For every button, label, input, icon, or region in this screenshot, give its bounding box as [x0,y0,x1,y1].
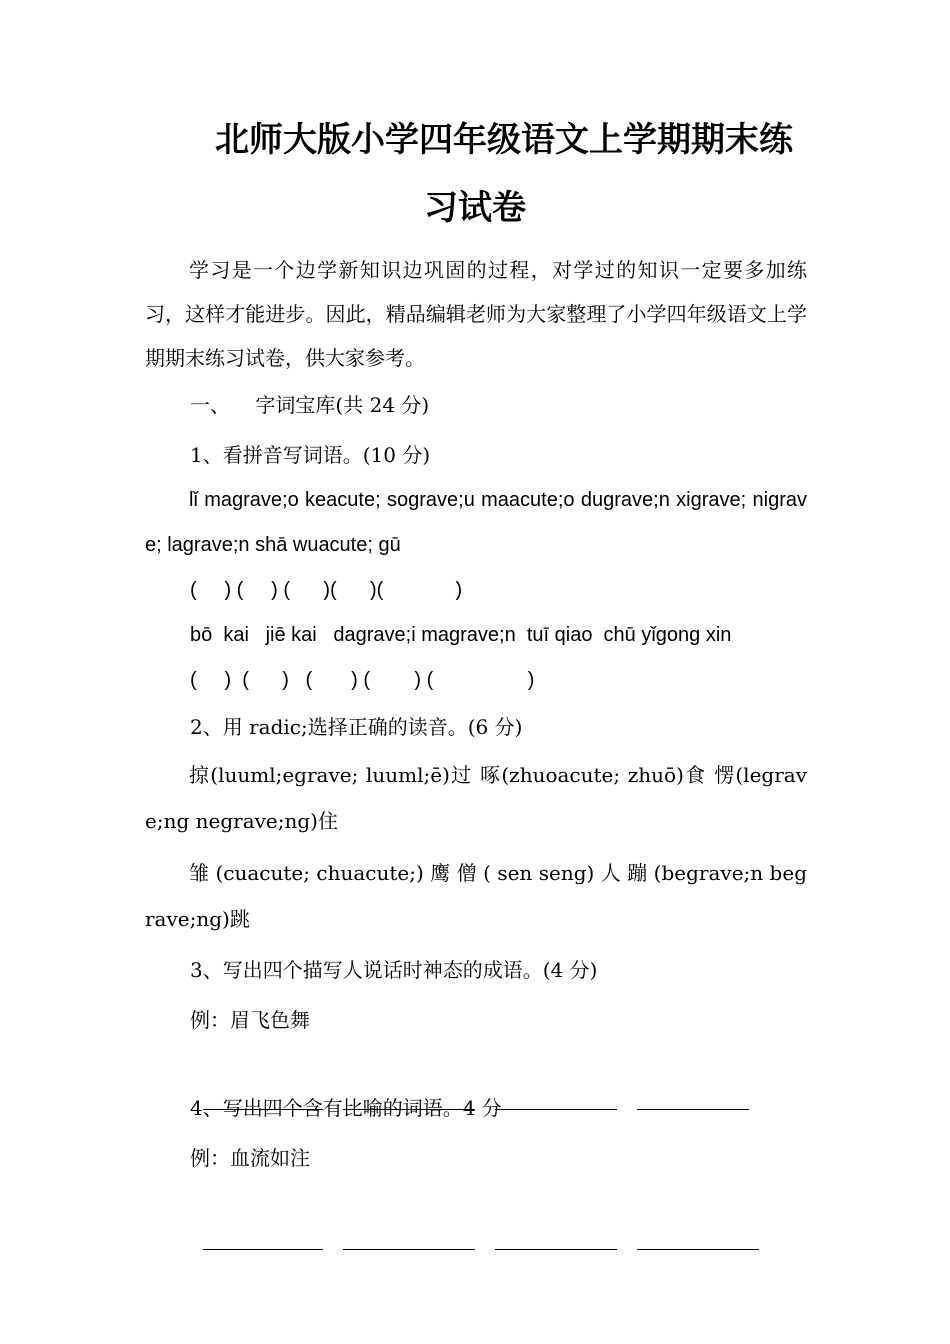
answer-blank[interactable] [637,1229,759,1250]
q2-row2: 雏 (cuacute; chuacute;) 鹰 僧 ( sen seng) 人 蹦 (begrave;n begrave;ng)跳 [145,861,807,931]
answer-blank[interactable] [495,1089,617,1110]
q1-blanks-row1: ( ) ( ) ( )( )( ) [190,579,463,601]
answer-blank[interactable] [637,1089,749,1110]
q1-blanks-row2: ( ) ( ) ( ) ( ) ( ) [190,669,535,691]
section1-heading: 一、 字词宝库(共 24 分) [190,393,430,417]
q3-heading: 3、写出四个描写人说话时神态的成语。(4 分) [190,958,598,982]
q1-pinyin-row1: lǐ magrave;o keacute; sograve;u maacute;o dugrave;n xigrave; nigrave; lagrave;n shā wuacute; gū [145,489,807,556]
q4-answer-blanks[interactable] [190,1190,779,1250]
intro-paragraph: 学习是一个边学新知识边巩固的过程，对学过的知识一定要多加练习，这样才能进步。因此，精品编辑老师为大家整理了小学四年级语文上学期期末练习试卷，供大家参考。 [145,258,807,370]
page-title-line1: 北师大版小学四年级语文上学期期末练 [215,120,793,160]
answer-blank[interactable] [495,1229,617,1250]
q3-example: 例：眉飞色舞 [190,1008,310,1032]
q1-heading: 1、看拼音写词语。(10 分) [190,443,431,467]
q2-heading: 2、用 radic;选择正确的读音。(6 分) [190,715,523,739]
q4-heading: 4、写出四个含有比喻的词语。4 分 [190,1096,502,1120]
q4-example: 例：血流如注 [190,1146,310,1170]
q1-pinyin-row2: bō kai jiē kai dagrave;i magrave;n tuī qiao chū yǐgong xin [190,624,732,646]
answer-blank[interactable] [203,1229,323,1250]
q2-row1: 掠(luuml;egrave; luuml;ē)过 啄(zhuoacute; zhuō)食 愣(legrave;ng negrave;ng)住 [145,763,807,833]
page-title-line2: 习试卷 [424,188,526,228]
answer-blank[interactable] [343,1229,475,1250]
